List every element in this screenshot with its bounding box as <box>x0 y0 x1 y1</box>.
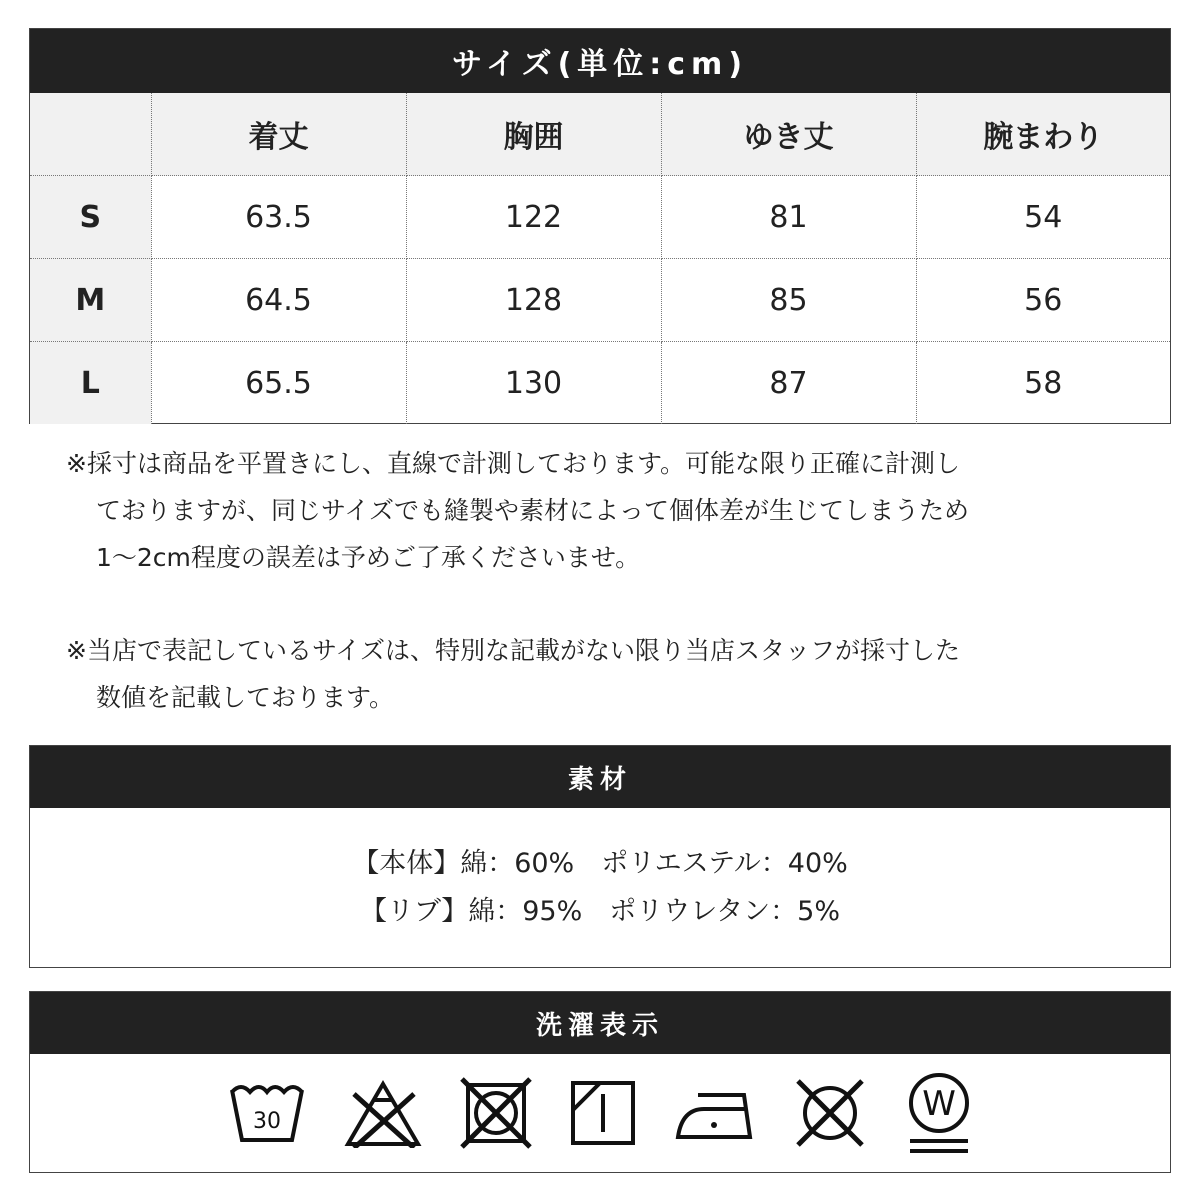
note-line: 数値を記載しております。 <box>96 683 395 712</box>
no-tumble-dry-icon <box>460 1077 532 1149</box>
no-dry-clean-icon <box>792 1077 868 1149</box>
size-source-note <box>66 627 1146 721</box>
material-body <box>30 808 1170 967</box>
wet-clean-letter: W <box>922 1084 956 1124</box>
note-line: ておりますが、同じサイズでも縫製や素材によって個体差が生じてしまうため <box>96 496 970 525</box>
column-header-length: 着丈 <box>151 93 406 176</box>
table-row <box>30 342 1170 425</box>
size-grid <box>30 93 1170 424</box>
size-label: S <box>30 176 151 259</box>
note-line: 1～2cm程度の誤差は予めご了承くださいませ。 <box>96 543 641 572</box>
table-cell: 58 <box>916 342 1170 425</box>
material-line-body: 【本体】綿：60% ポリエステル：40% <box>352 847 848 879</box>
care-icons <box>30 1054 1170 1172</box>
table-cell: 81 <box>661 176 916 259</box>
size-header-row <box>30 93 1170 176</box>
wash-30-icon <box>228 1080 306 1146</box>
table-cell: 54 <box>916 176 1170 259</box>
material-title: 素材 <box>30 746 1170 808</box>
table-cell: 130 <box>406 342 661 425</box>
care-section <box>29 991 1171 1173</box>
table-cell: 63.5 <box>151 176 406 259</box>
table-cell: 64.5 <box>151 259 406 342</box>
table-cell: 85 <box>661 259 916 342</box>
wash-temperature: 30 <box>253 1109 281 1134</box>
column-header-sleeve: ゆき丈 <box>661 93 916 176</box>
table-cell: 128 <box>406 259 661 342</box>
column-header-arm-circumference: 腕まわり <box>916 93 1170 176</box>
material-section <box>29 745 1171 968</box>
table-cell: 122 <box>406 176 661 259</box>
column-header-chest: 胸囲 <box>406 93 661 176</box>
note-line: ※採寸は商品を平置きにし、直線で計測しております。可能な限り正確に計測し <box>66 449 960 478</box>
care-title: 洗濯表示 <box>30 992 1170 1054</box>
table-row <box>30 259 1170 342</box>
table-cell: 65.5 <box>151 342 406 425</box>
measurement-note <box>66 440 1146 581</box>
material-line-rib: 【リブ】綿：95% ポリウレタン：5% <box>359 895 841 927</box>
size-table <box>29 28 1171 424</box>
size-label: L <box>30 342 151 425</box>
no-bleach-icon <box>344 1078 422 1148</box>
table-row <box>30 176 1170 259</box>
line-dry-shade-icon <box>570 1080 636 1146</box>
low-iron-icon <box>674 1083 754 1143</box>
table-cell: 87 <box>661 342 916 425</box>
size-table-title: サイズ(単位:cm) <box>30 29 1170 93</box>
corner-cell <box>30 93 151 176</box>
table-cell: 56 <box>916 259 1170 342</box>
wet-clean-icon <box>906 1071 972 1155</box>
size-label: M <box>30 259 151 342</box>
note-line: ※当店で表記しているサイズは、特別な記載がない限り当店スタッフが採寸した <box>66 636 960 665</box>
